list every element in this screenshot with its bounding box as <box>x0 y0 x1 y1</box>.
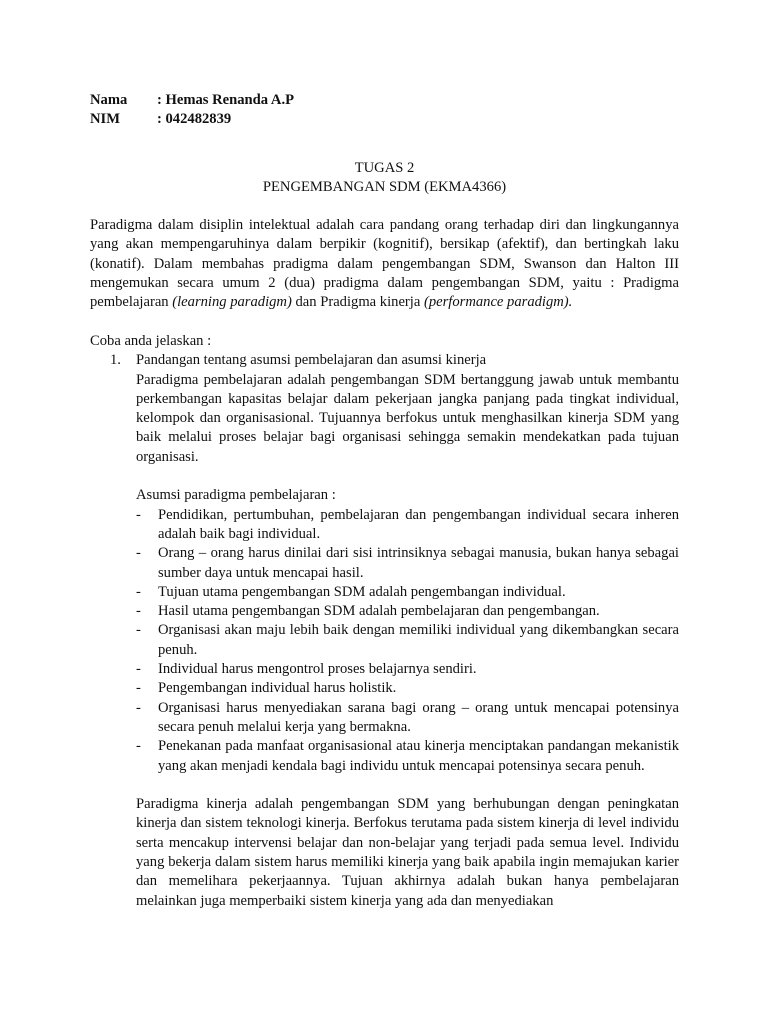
assumption-item <box>136 679 679 698</box>
bullet-dash: - <box>136 603 141 620</box>
assumption-item <box>136 660 679 679</box>
assumptions-heading: Asumsi paradigma pembelajaran : <box>136 487 336 504</box>
performance-paradigm-paragraph: Paradigma kinerja adalah pengembangan SDM yang berhubungan dengan peningkatan kinerja dan sistem teknologi kinerja. Berfokus terutama pada sistem kinerja di level individu serta mencakup intervensi belajar dan non-belajar yang terjadi pada semua level. Individu yang bekerja dalam sistem harus memiliki kinerja yang baik apabila ingin memajukan karier dan memelihara pekerjaannya. Tujuan akhirnya adalah bukan hanya pembelajaran melainkan juga memperbaiki sistem kinerja yang ada dan menyediakan <box>136 796 679 909</box>
assumptions-list <box>90 506 679 776</box>
assumption-text: Pengembangan individual harus holistik. <box>158 680 397 697</box>
assumption-text: Penekanan pada manfaat organisasional atau kinerja menciptakan pandangan mekanistik yang akan menjadi kendala bagi individu untuk mencapai potensinya secara penuh. <box>158 738 679 774</box>
question-item-1 <box>90 351 679 467</box>
bullet-dash: - <box>136 506 141 523</box>
assumption-text: Pendidikan, pertumbuhan, pembelajaran dan pengembangan individual secara inheren adalah baik bagi individual. <box>158 506 679 542</box>
assumption-item <box>136 737 679 776</box>
spacer <box>90 776 679 795</box>
assumption-item <box>136 602 679 621</box>
question-intro: Coba anda jelaskan : <box>90 332 212 349</box>
bullet-dash: - <box>136 699 141 716</box>
assumption-item <box>136 583 679 602</box>
nim-value: : 042482839 <box>157 111 232 128</box>
assumption-text: Organisasi akan maju lebih baik dengan memiliki individual yang dikembangkan secara penuh. <box>158 622 679 658</box>
assumption-text: Tujuan utama pengembangan SDM adalah pengembangan individual. <box>158 583 566 600</box>
spacer <box>90 467 679 486</box>
nim-row <box>90 110 679 129</box>
bullet-dash: - <box>136 738 141 755</box>
assumption-item <box>136 544 679 583</box>
assumption-item <box>136 621 679 660</box>
title-line-1: TUGAS 2 <box>354 159 415 176</box>
intro-paragraph <box>90 216 679 312</box>
question-number: 1. <box>110 352 121 369</box>
assumption-item <box>136 699 679 738</box>
bullet-dash: - <box>136 622 141 639</box>
learning-paradigm-paragraph: Paradigma pembelajaran adalah pengembangan SDM bertanggung jawab untuk membantu perkembangan kapasitas belajar dalam pekerjaan jangka panjang pada tingkat individual, kelompok dan organisasional. Tujuannya berfokus untuk menghasilkan kinerja SDM yang baik melalui proses belajar bagi organisasi sehingga semakin mendekatkan pada tujuan organisasi. <box>136 371 679 465</box>
question-heading: Pandangan tentang asumsi pembelajaran dan asumsi kinerja <box>136 352 487 369</box>
intro-text-middle: dan Pradigma kinerja <box>291 294 424 311</box>
bullet-dash: - <box>136 545 141 562</box>
title-line-2: PENGEMBANGAN SDM (EKMA4366) <box>262 178 507 195</box>
assumption-text: Orang – orang harus dinilai dari sisi intrinsiknya sebagai manusia, bukan hanya sebagai sumber daya untuk mencapai hasil. <box>158 545 679 581</box>
identity-block <box>90 91 679 130</box>
question-list <box>90 351 679 467</box>
bullet-dash: - <box>136 680 141 697</box>
assumption-item <box>136 506 679 545</box>
intro-italic-learning: (learning paradigm) <box>172 294 292 311</box>
name-label: Nama <box>90 92 128 108</box>
intro-italic-performance: (performance paradigm). <box>423 294 573 311</box>
assumption-text: Organisasi harus menyediakan sarana bagi orang – orang untuk mencapai potensinya secara penuh melalui kerja yang bermakna. <box>158 699 679 735</box>
intro-text-before: Paradigma dalam disiplin intelektual adalah cara pandang orang terhadap diri dan lingkungannya yang akan mempengaruhinya dalam berpikir (kognitif), bersikap (afektif), dan bertingkah laku (konatif). Dalam membahas pradigma dalam pengembangan SDM, Swanson dan Halton III mengemukan secara umum 2 (dua) pradigma dalam pengembangan SDM, yaitu : Pradigma pembelajaran <box>90 217 679 311</box>
spacer <box>90 313 679 332</box>
bullet-dash: - <box>136 661 141 678</box>
name-value: : Hemas Renanda A.P <box>157 92 295 108</box>
assumption-text: Hasil utama pengembangan SDM adalah pembelajaran dan pengembangan. <box>158 603 600 620</box>
name-row <box>90 91 679 110</box>
assumption-text: Individual harus mengontrol proses belajarnya sendiri. <box>158 661 477 678</box>
nim-label: NIM <box>90 111 120 128</box>
bullet-dash: - <box>136 583 141 600</box>
document-title <box>90 159 679 198</box>
